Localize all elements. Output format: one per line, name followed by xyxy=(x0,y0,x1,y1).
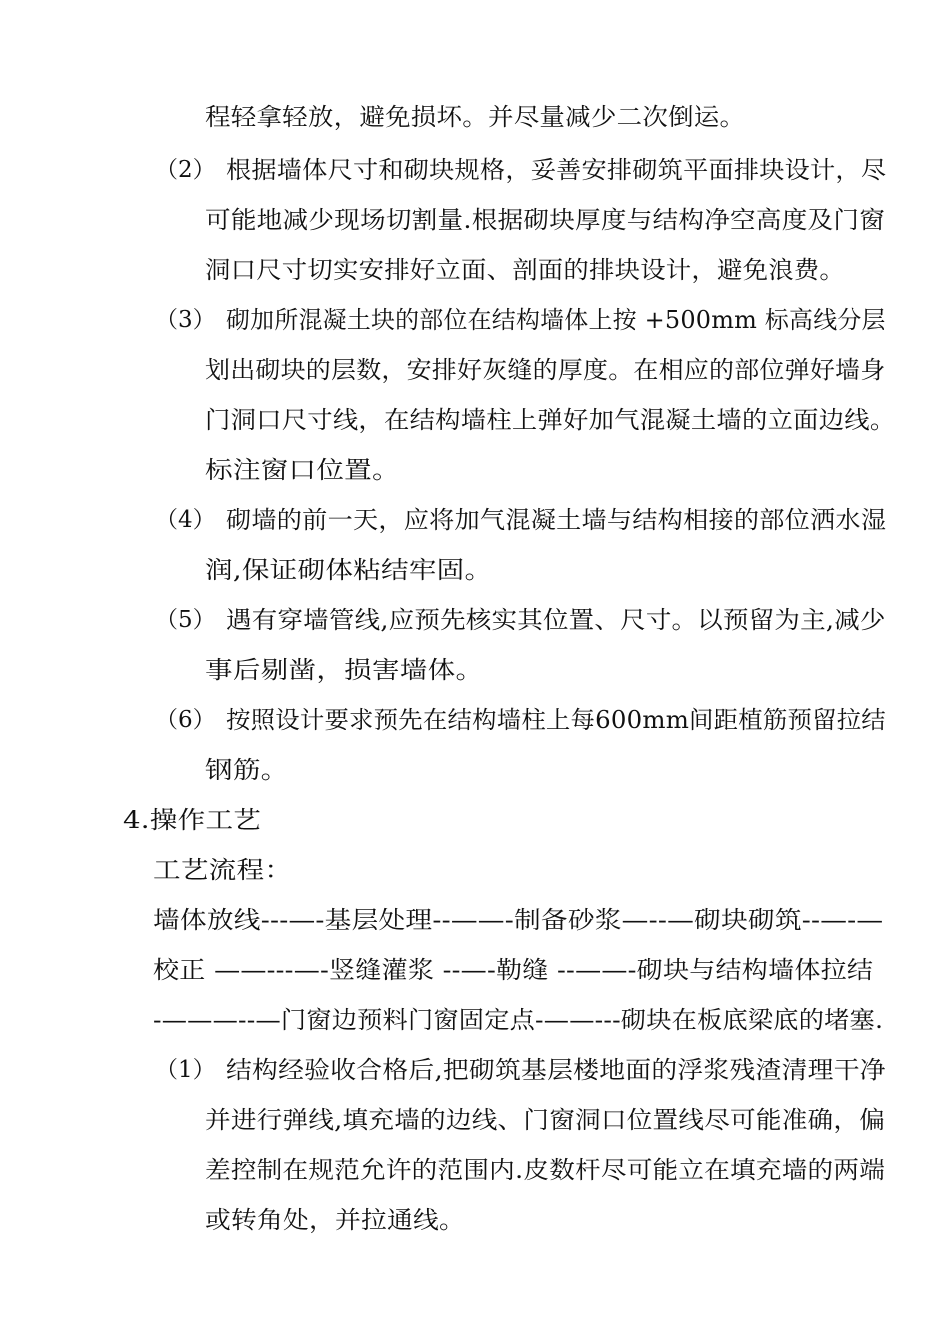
item-number: （1） xyxy=(155,1057,216,1083)
item-text-line: 门洞口尺寸线，在结构墙柱上弹好加气混凝土墙的立面边线。 xyxy=(205,406,896,434)
item-text-line: 事后剔凿，损害墙体。 xyxy=(205,656,484,684)
flow-line: 墙体放线---—-基层处理--——-制备砂浆—--—砌块砌筑--—-— xyxy=(153,906,884,934)
item-text-line: 钢筋。 xyxy=(205,756,289,784)
item-text-line: 可能地减少现场切割量.根据砌块厚度与结构净空高度及门窗 xyxy=(205,206,886,234)
item-number: （5） xyxy=(155,607,216,633)
item-text-line: 结构经验收合格后,把砌筑基层楼地面的浮浆残渣清理干净 xyxy=(226,1056,886,1084)
item-text-line: 润,保证砌体粘结牢固。 xyxy=(205,556,493,584)
item-number: （6） xyxy=(155,707,216,733)
item-number: （2） xyxy=(155,157,216,183)
flow-line: 校正 ——---—-竖缝灌浆 --—-勒缝 --——-砌块与结构墙体拉结 xyxy=(153,956,874,984)
item-text-line: 根据墙体尺寸和砌块规格，妥善安排砌筑平面排块设计，尽 xyxy=(226,156,887,184)
item-text-line: 并进行弹线,填充墙的边线、门窗洞口位置线尽可能准确，偏 xyxy=(205,1106,886,1134)
item-text-line: 标注窗口位置。 xyxy=(205,456,400,484)
item-text-line: 按照设计要求预先在结构墙柱上每600mm间距植筋预留拉结 xyxy=(226,706,886,734)
item-text-line: 洞口尺寸切实安排好立面、剖面的排块设计，避免浪费。 xyxy=(205,256,845,284)
item-text-line: 砌墙的前一天，应将加气混凝土墙与结构相接的部位洒水湿 xyxy=(226,506,887,534)
item-text-line: 或转角处，并拉通线。 xyxy=(205,1206,465,1234)
item-number: （4） xyxy=(155,507,216,533)
item-text-line: 划出砌块的层数，安排好灰缝的厚度。在相应的部位弹好墙身 xyxy=(205,356,886,384)
item-text-line: 遇有穿墙管线,应预先核实其位置、尺寸。以预留为主,减少 xyxy=(226,606,886,634)
item-number: （3） xyxy=(155,307,216,333)
continuation-text: 程轻拿轻放，避免损坏。并尽量减少二次倒运。 xyxy=(205,103,746,131)
flow-line: -———--—门窗边预料门窗固定点-——---砌块在板底梁底的堵塞. xyxy=(153,1006,884,1034)
section-heading: 4.操作工艺 xyxy=(123,806,262,834)
item-text-line: 差控制在规范允许的范围内.皮数杆尽可能立在填充墙的两端 xyxy=(205,1156,886,1184)
item-text-line: 砌加所混凝土块的部位在结构墙体上按 +500mm 标高线分层 xyxy=(226,306,886,334)
flow-title: 工艺流程： xyxy=(153,856,293,884)
